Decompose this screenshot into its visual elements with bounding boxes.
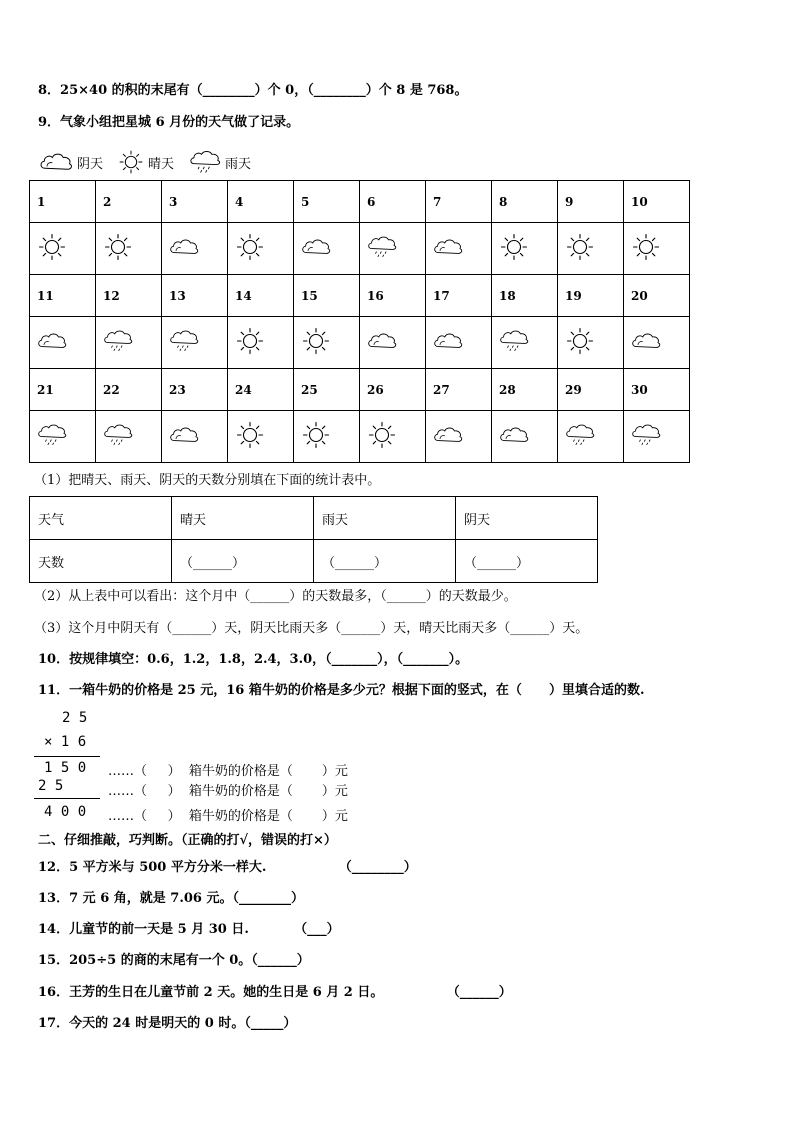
day-number: 3 <box>162 181 228 223</box>
day-number: 26 <box>360 369 426 411</box>
calc-note-1: ……（ ） 箱牛奶的价格是（ ）元 <box>108 764 348 779</box>
weather-cell <box>162 317 228 369</box>
day-number: 28 <box>492 369 558 411</box>
day-number: 17 <box>426 275 492 317</box>
day-number: 8 <box>492 181 558 223</box>
day-number: 19 <box>558 275 624 317</box>
calc-partial-2: 2 5 <box>38 778 64 794</box>
weather-cell <box>492 317 558 369</box>
sun-icon <box>234 327 266 355</box>
weather-cell <box>624 223 690 275</box>
weather-calendar-table <box>29 180 690 463</box>
day-number: 16 <box>360 275 426 317</box>
weather-cell <box>228 317 294 369</box>
sun-icon <box>36 233 68 261</box>
stats-blank-cloudy[interactable]: （______） <box>456 540 598 583</box>
weather-cell <box>360 317 426 369</box>
weather-cell <box>360 223 426 275</box>
rain-icon <box>630 421 662 449</box>
weather-cell <box>228 223 294 275</box>
sun-icon <box>117 148 145 176</box>
calc-total: 4 0 0 <box>44 804 87 820</box>
section-2-heading: 二、仔细推敲，巧判断。（正确的打√，错误的打×） <box>38 833 337 848</box>
day-number: 30 <box>624 369 690 411</box>
weather-legend <box>38 148 251 176</box>
cloud-icon <box>168 421 200 449</box>
legend-sunny-label: 晴天 <box>148 156 175 172</box>
cloud-icon <box>36 327 68 355</box>
stats-header-cell: 晴天 <box>172 497 314 540</box>
rain-icon <box>366 233 398 261</box>
question-16: 16．王芳的生日在儿童节前 2 天。她的生日是 6 月 2 日。 （______） <box>38 985 512 1000</box>
question-9: 9．气象小组把星城 6 月份的天气做了记录。 <box>38 115 300 130</box>
rain-icon <box>168 327 200 355</box>
stats-header-cell: 天气 <box>30 497 172 540</box>
day-number: 21 <box>30 369 96 411</box>
day-number: 10 <box>624 181 690 223</box>
question-17: 17．今天的 24 时是明天的 0 时。（_____） <box>38 1016 297 1031</box>
weather-cell <box>558 223 624 275</box>
weather-cell <box>558 317 624 369</box>
calc-multiplicand: 2 5 <box>62 710 88 726</box>
cloud-icon <box>432 421 464 449</box>
weather-cell <box>96 317 162 369</box>
weather-cell <box>624 411 690 463</box>
weather-cell <box>294 317 360 369</box>
cloud-icon <box>38 148 74 176</box>
day-number: 6 <box>360 181 426 223</box>
calc-partial-1: 1 5 0 <box>44 760 87 776</box>
weather-icon-row <box>30 411 690 463</box>
stats-header-row <box>30 497 598 540</box>
rain-icon <box>188 148 222 176</box>
calc-note-3: ……（ ） 箱牛奶的价格是（ ）元 <box>108 809 348 824</box>
weather-cell <box>96 223 162 275</box>
day-number-row <box>30 275 690 317</box>
stats-row-label: 天数 <box>30 540 172 583</box>
day-number: 5 <box>294 181 360 223</box>
day-number-row <box>30 369 690 411</box>
stats-header-cell: 阴天 <box>456 497 598 540</box>
day-number: 14 <box>228 275 294 317</box>
question-9-2: （2）从上表中可以看出：这个月中（______）的天数最多，（______）的天数最少。 <box>34 589 517 604</box>
sun-icon <box>234 233 266 261</box>
question-13: 13．7 元 6 角，就是 7.06 元。（________） <box>38 891 304 906</box>
day-number-row <box>30 181 690 223</box>
sun-icon <box>498 233 530 261</box>
stats-header-cell: 雨天 <box>314 497 456 540</box>
day-number: 4 <box>228 181 294 223</box>
day-number: 25 <box>294 369 360 411</box>
day-number: 22 <box>96 369 162 411</box>
calc-note-2: ……（ ） 箱牛奶的价格是（ ）元 <box>108 784 348 799</box>
cloud-icon <box>498 421 530 449</box>
question-12: 12．5 平方米与 500 平方分米一样大. （________） <box>38 860 417 875</box>
question-14: 14．儿童节的前一天是 5 月 30 日. （___） <box>38 922 340 937</box>
legend-cloudy-label: 阴天 <box>77 156 104 172</box>
weather-cell <box>162 411 228 463</box>
question-9-1: （1）把晴天、雨天、阴天的天数分别填在下面的统计表中。 <box>34 473 381 488</box>
weather-cell <box>426 223 492 275</box>
calc-multiplier: × 1 6 <box>44 734 87 750</box>
day-number: 24 <box>228 369 294 411</box>
rain-icon <box>102 421 134 449</box>
sun-icon <box>630 233 662 261</box>
sun-icon <box>300 327 332 355</box>
day-number: 1 <box>30 181 96 223</box>
day-number: 2 <box>96 181 162 223</box>
weather-cell <box>30 411 96 463</box>
weather-cell <box>558 411 624 463</box>
day-number: 18 <box>492 275 558 317</box>
weather-cell <box>294 223 360 275</box>
day-number: 29 <box>558 369 624 411</box>
calc-rule <box>34 798 100 799</box>
day-number: 15 <box>294 275 360 317</box>
weather-cell <box>162 223 228 275</box>
day-number: 7 <box>426 181 492 223</box>
cloud-icon <box>168 233 200 261</box>
question-10: 10．按规律填空：0.6，1.2，1.8，2.4，3.0，（_______），（_______）。 <box>38 652 469 667</box>
stats-table <box>29 496 598 583</box>
day-number: 9 <box>558 181 624 223</box>
question-9-3: （3）这个月中阴天有（______）天，阴天比雨天多（______）天，晴天比雨天多（______）天。 <box>34 621 589 636</box>
cloud-icon <box>300 233 332 261</box>
weather-icon-row <box>30 317 690 369</box>
weather-cell <box>228 411 294 463</box>
sun-icon <box>234 421 266 449</box>
legend-rainy-label: 雨天 <box>225 156 252 172</box>
question-8: 8．25×40 的积的末尾有（________）个 0，（________）个 8 是 768。 <box>38 83 468 98</box>
legend-sunny <box>117 148 174 176</box>
legend-cloudy <box>38 148 103 176</box>
day-number: 27 <box>426 369 492 411</box>
day-number: 13 <box>162 275 228 317</box>
stats-blank-sunny[interactable]: （______） <box>172 540 314 583</box>
weather-icon-row <box>30 223 690 275</box>
weather-cell <box>492 223 558 275</box>
rain-icon <box>498 327 530 355</box>
stats-value-row <box>30 540 598 583</box>
weather-cell <box>624 317 690 369</box>
rain-icon <box>564 421 596 449</box>
sun-icon <box>564 233 596 261</box>
weather-cell <box>426 317 492 369</box>
sun-icon <box>102 233 134 261</box>
question-11: 11．一箱牛奶的价格是 25 元，16 箱牛奶的价格是多少元？根据下面的竖式，在（ ）里填合适的数. <box>38 683 645 698</box>
day-number: 23 <box>162 369 228 411</box>
sun-icon <box>366 421 398 449</box>
rain-icon <box>102 327 134 355</box>
calc-rule <box>34 756 100 757</box>
cloud-icon <box>432 233 464 261</box>
day-number: 11 <box>30 275 96 317</box>
weather-cell <box>492 411 558 463</box>
weather-cell <box>30 223 96 275</box>
sun-icon <box>564 327 596 355</box>
weather-cell <box>360 411 426 463</box>
cloud-icon <box>630 327 662 355</box>
weather-cell <box>96 411 162 463</box>
weather-cell <box>426 411 492 463</box>
cloud-icon <box>432 327 464 355</box>
legend-rainy <box>188 148 251 176</box>
stats-blank-rainy[interactable]: （______） <box>314 540 456 583</box>
sun-icon <box>300 421 332 449</box>
day-number: 20 <box>624 275 690 317</box>
weather-cell <box>294 411 360 463</box>
question-15: 15．205÷5 的商的末尾有一个 0。（______） <box>38 953 310 968</box>
weather-cell <box>30 317 96 369</box>
rain-icon <box>36 421 68 449</box>
day-number: 12 <box>96 275 162 317</box>
cloud-icon <box>366 327 398 355</box>
